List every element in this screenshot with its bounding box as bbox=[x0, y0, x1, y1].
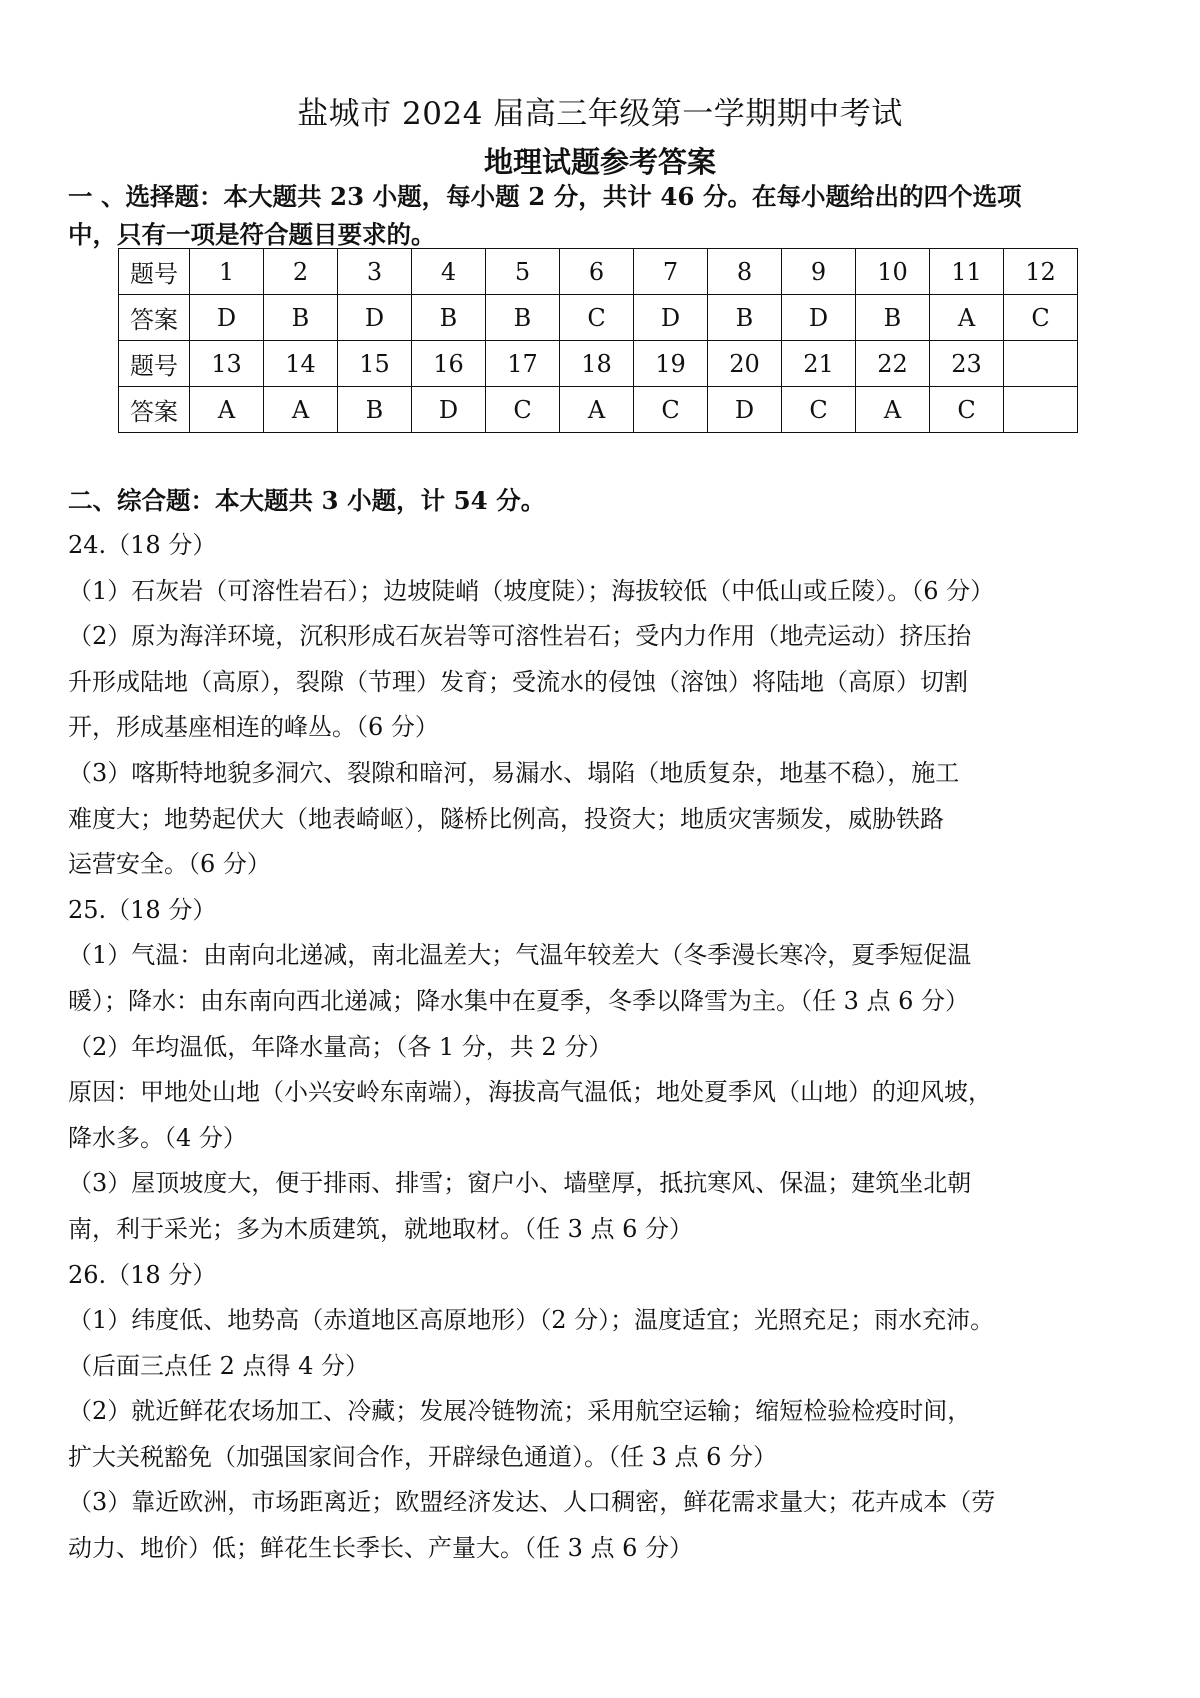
question-number-cell: 3 bbox=[338, 249, 412, 295]
question-number-cell: 18 bbox=[560, 341, 634, 387]
answer-cell: D bbox=[338, 295, 412, 341]
answer-row bbox=[119, 295, 1078, 341]
answer-line: 运营安全。（6 分） bbox=[68, 850, 271, 879]
question-number-cell: 10 bbox=[856, 249, 930, 295]
answer-cell: D bbox=[634, 295, 708, 341]
answer-label-cell: 答案 bbox=[119, 387, 190, 433]
answer-line: 扩大关税豁免（加强国家间合作，开辟绿色通道）。（任 3 点 6 分） bbox=[68, 1442, 778, 1471]
question-number-cell: 17 bbox=[486, 341, 560, 387]
answer-cell: C bbox=[930, 387, 1004, 433]
answer-cell: A bbox=[190, 387, 264, 433]
answer-line: （2）就近鲜花农场加工、冷藏；发展冷链物流；采用航空运输；缩短检验检疫时间， bbox=[68, 1397, 972, 1426]
answer-cell: A bbox=[560, 387, 634, 433]
answer-line: （2）年均温低，年降水量高；（各 1 分，共 2 分） bbox=[68, 1032, 613, 1061]
question-heading: 26.（18 分） bbox=[68, 1260, 217, 1289]
question-number-cell: 20 bbox=[708, 341, 782, 387]
answer-row bbox=[119, 387, 1078, 433]
page-title: 盐城市 2024 届高三年级第一学期期中考试 bbox=[297, 96, 903, 132]
answer-line: 原因：甲地处山地（小兴安岭东南端），海拔高气温低；地处夏季风（山地）的迎风坡， bbox=[68, 1078, 992, 1107]
question-number-cell: 9 bbox=[782, 249, 856, 295]
question-number-cell: 21 bbox=[782, 341, 856, 387]
question-number-cell: 4 bbox=[412, 249, 486, 295]
answer-cell: B bbox=[338, 387, 412, 433]
question-number-cell: 19 bbox=[634, 341, 708, 387]
answer-cell: A bbox=[856, 387, 930, 433]
question-number-cell: 8 bbox=[708, 249, 782, 295]
answer-cell: C bbox=[560, 295, 634, 341]
answer-line: 升形成陆地（高原），裂隙（节理）发育；受流水的侵蚀（溶蚀）将陆地（高原）切割 bbox=[68, 667, 968, 696]
question-number-cell: 15 bbox=[338, 341, 412, 387]
answer-cell: B bbox=[264, 295, 338, 341]
answer-list bbox=[68, 523, 1148, 1572]
question-number-cell: 23 bbox=[930, 341, 1004, 387]
question-number-cell: 5 bbox=[486, 249, 560, 295]
answer-cell: D bbox=[190, 295, 264, 341]
question-number-cell: 6 bbox=[560, 249, 634, 295]
answer-table bbox=[118, 248, 1078, 433]
answer-line: 开，形成基座相连的峰丛。（6 分） bbox=[68, 713, 439, 742]
question-label-cell: 题号 bbox=[119, 341, 190, 387]
question-heading: 24.（18 分） bbox=[68, 531, 217, 559]
answer-cell: D bbox=[412, 387, 486, 433]
question-number-cell bbox=[1004, 341, 1078, 387]
answer-cell: C bbox=[1004, 295, 1078, 341]
answer-line: （2）原为海洋环境，沉积形成石灰岩等可溶性岩石；受内力作用（地壳运动）挤压抬 bbox=[68, 622, 972, 651]
answer-cell: A bbox=[264, 387, 338, 433]
answer-line: （1）石灰岩（可溶性岩石）；边坡陡峭（坡度陡）；海拔较低（中低山或丘陵）。（6 分） bbox=[68, 576, 995, 605]
page-subtitle: 地理试题参考答案 bbox=[483, 145, 716, 179]
section2-heading: 二、综合题：本大题共 3 小题，计 54 分。 bbox=[68, 486, 546, 515]
answer-label-cell: 答案 bbox=[119, 295, 190, 341]
answer-cell: B bbox=[486, 295, 560, 341]
question-number-cell: 14 bbox=[264, 341, 338, 387]
answer-cell: C bbox=[634, 387, 708, 433]
answer-line: 难度大；地势起伏大（地表崎岖），隧桥比例高，投资大；地质灾害频发，威胁铁路 bbox=[68, 804, 944, 833]
question-number-cell: 13 bbox=[190, 341, 264, 387]
answer-line: 降水多。（4 分） bbox=[68, 1123, 247, 1152]
question-number-row bbox=[119, 341, 1078, 387]
question-number-cell: 12 bbox=[1004, 249, 1078, 295]
question-number-cell: 1 bbox=[190, 249, 264, 295]
answer-cell: B bbox=[856, 295, 930, 341]
answer-cell: B bbox=[708, 295, 782, 341]
answer-line: （3）靠近欧洲，市场距离近；欧盟经济发达、人口稠密，鲜花需求量大；花卉成本（劳 bbox=[68, 1488, 996, 1517]
section1-heading-line1: 一 、选择题：本大题共 23 小题，每小题 2 分，共计 46 分。在每小题给出的四个选项 bbox=[68, 182, 1022, 211]
question-number-cell: 2 bbox=[264, 249, 338, 295]
answer-line: （1）纬度低、地势高（赤道地区高原地形）（2 分）；温度适宜；光照充足；雨水充沛。 bbox=[68, 1306, 995, 1335]
answer-line: （后面三点任 2 点得 4 分） bbox=[68, 1351, 370, 1380]
question-number-cell: 11 bbox=[930, 249, 1004, 295]
answer-line: （3）屋顶坡度大，便于排雨、排雪；窗户小、墙壁厚，抵抗寒风、保温；建筑坐北朝 bbox=[68, 1169, 972, 1198]
answer-cell: C bbox=[486, 387, 560, 433]
question-number-cell: 7 bbox=[634, 249, 708, 295]
answer-cell: C bbox=[782, 387, 856, 433]
answer-cell: D bbox=[782, 295, 856, 341]
answer-line: （3）喀斯特地貌多洞穴、裂隙和暗河，易漏水、塌陷（地质复杂，地基不稳），施工 bbox=[68, 758, 960, 787]
question-heading: 25.（18 分） bbox=[68, 895, 217, 924]
answer-line: （1）气温：由南向北递减，南北温差大；气温年较差大（冬季漫长寒冷，夏季短促温 bbox=[68, 941, 972, 970]
answer-cell bbox=[1004, 387, 1078, 433]
question-number-cell: 16 bbox=[412, 341, 486, 387]
answer-cell: D bbox=[708, 387, 782, 433]
section1-heading-line2: 中，只有一项是符合题目要求的。 bbox=[68, 220, 436, 249]
question-label-cell: 题号 bbox=[119, 249, 190, 295]
answer-cell: A bbox=[930, 295, 1004, 341]
answer-line: 暖）；降水：由东南向西北递减；降水集中在夏季，冬季以降雪为主。（任 3 点 6 分） bbox=[68, 986, 970, 1015]
answer-cell: B bbox=[412, 295, 486, 341]
answer-line: 南，利于采光；多为木质建筑，就地取材。（任 3 点 6 分） bbox=[68, 1214, 694, 1243]
answer-line: 动力、地价）低；鲜花生长季长、产量大。（任 3 点 6 分） bbox=[68, 1534, 694, 1563]
question-number-cell: 22 bbox=[856, 341, 930, 387]
question-number-row bbox=[119, 249, 1078, 295]
